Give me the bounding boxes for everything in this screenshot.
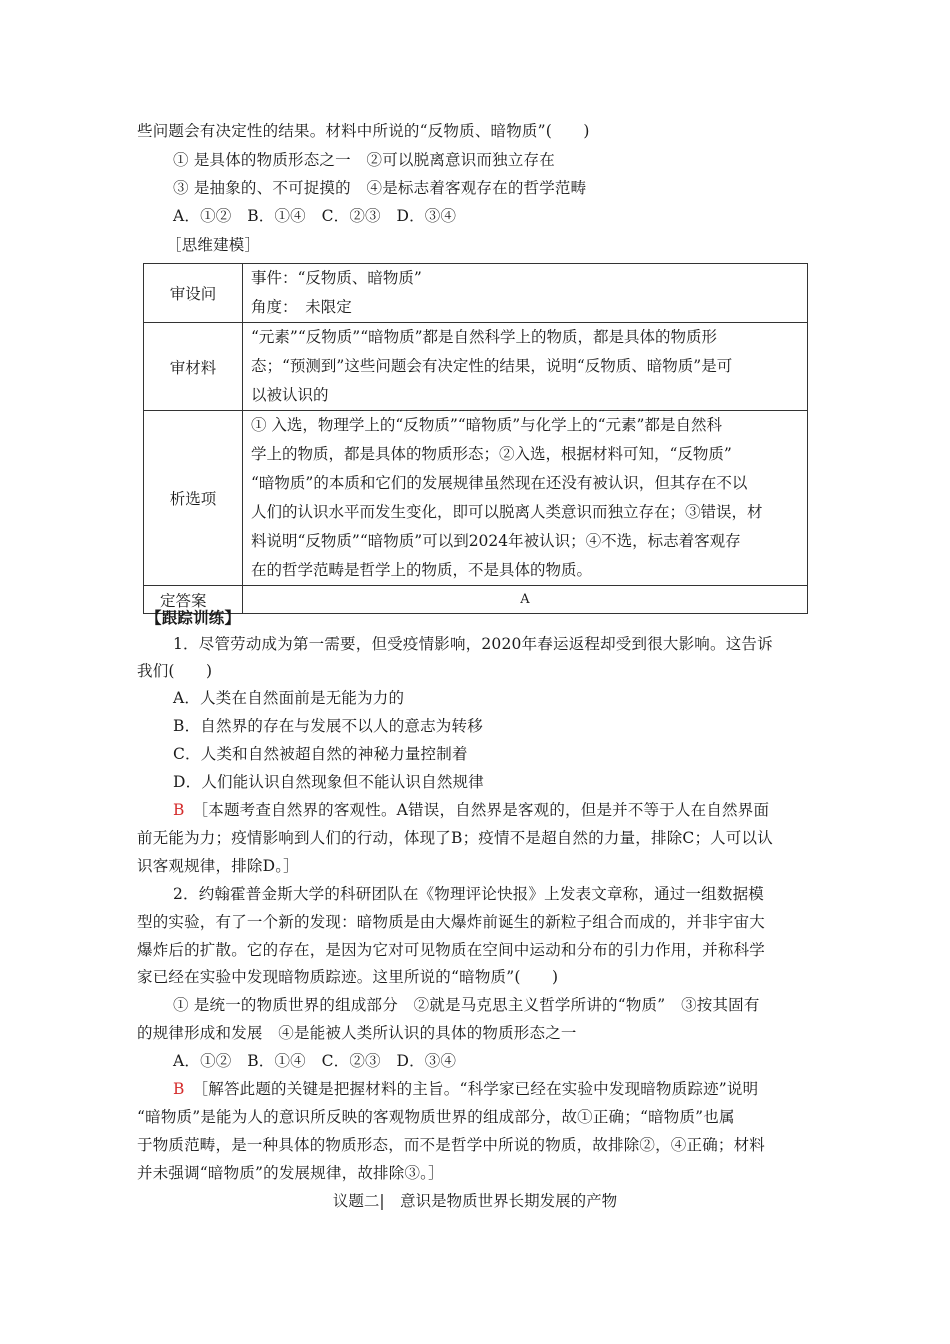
content-line: 人们的认识水平而发生变化，即可以脱离人类意识而独立存在；③错误，材 xyxy=(251,503,763,521)
row-content-options xyxy=(243,411,808,586)
content-line: 事件：“反物质、暗物质” xyxy=(251,269,422,287)
q2-explanation xyxy=(173,1079,849,1099)
content-line: 料说明“反物质”“暗物质”可以到2024年被认识；④不选，标志着客观存 xyxy=(251,532,741,550)
option-statements-1-2: ① 是具体的物质形态之一 ②可以脱离意识而独立存在 xyxy=(173,151,555,169)
q2-statements: ① 是统一的物质世界的组成部分 ②就是马克思主义哲学所讲的“物质” ③按其固有 xyxy=(173,996,760,1014)
table-row xyxy=(144,323,808,411)
row-header-answer: 定答案 xyxy=(144,586,243,614)
content-line: “暗物质”的本质和它们的发展规律虽然现在还没有被认识，但其存在不以 xyxy=(251,474,748,492)
q2-explanation-cont: “暗物质”是能为人的意识所反映的客观物质世界的组成部分，故①正确；“暗物质”也属 xyxy=(137,1108,735,1126)
q1-explanation-cont: 前无能为力；疫情影响到人们的行动，体现了B；疫情不是超自然的力量，排除C；人可以认 xyxy=(137,829,773,847)
q1-option-b: B．自然界的存在与发展不以人的意志为转移 xyxy=(173,717,483,735)
q1-stem-cont: 我们( ) xyxy=(137,662,213,680)
table-row xyxy=(144,411,808,586)
row-content-question xyxy=(243,264,808,323)
q2-statements-cont: 的规律形成和发展 ④是能被人类所认识的具体的物质形态之一 xyxy=(137,1024,577,1042)
q1-option-c: C．人类和自然被超自然的神秘力量控制着 xyxy=(173,745,468,763)
content-line: “元素”“反物质”“暗物质”都是自然科学上的物质，都是具体的物质形 xyxy=(251,328,718,346)
question-stem-tail: 些问题会有决定性的结果。材料中所说的“反物质、暗物质”( ) xyxy=(137,122,590,140)
q2-explanation-cont: 并未强调“暗物质”的发展规律，故排除③。］ xyxy=(137,1164,444,1182)
thinking-model-title: ［思维建模］ xyxy=(166,236,261,254)
q2-stem-cont: 型的实验，有了一个新的发现：暗物质是由大爆炸前诞生的新粒子组合而成的，并非宇宙大 xyxy=(137,913,766,931)
row-content-material xyxy=(243,323,808,411)
q1-explanation-cont: 识客观规律，排除D。］ xyxy=(137,857,299,875)
q2-stem-cont: 爆炸后的扩散。它的存在，是因为它对可见物质在空间中运动和分布的引力作用，并称科学 xyxy=(137,941,766,959)
section-heading: 议题二| 意识是物质世界长期发展的产物 xyxy=(332,1192,618,1210)
option-statements-3-4: ③ 是抽象的、不可捉摸的 ④是标志着客观存在的哲学范畴 xyxy=(173,179,587,197)
row-header-material: 审材料 xyxy=(144,323,243,411)
q1-explanation xyxy=(173,800,849,820)
row-header-options: 析选项 xyxy=(144,411,243,586)
row-header-question: 审设问 xyxy=(144,264,243,323)
row-content-answer: A xyxy=(243,586,808,614)
answer-choices: A．①② B．①④ C．②③ D．③④ xyxy=(173,207,457,225)
q2-stem-cont: 家已经在实验中发现暗物质踪迹。这里所说的“暗物质”( ) xyxy=(137,968,559,986)
practice-title: 【跟踪训练】 xyxy=(146,608,241,627)
explanation-text: ［解答此题的关键是把握材料的主旨。“科学家已经在实验中发现暗物质踪迹”说明 xyxy=(200,1080,759,1098)
content-line: 在的哲学范畴是哲学上的物质，不是具体的物质。 xyxy=(251,561,593,579)
table-row xyxy=(144,264,808,323)
content-line: 角度： 未限定 xyxy=(251,298,352,316)
q2-explanation-cont: 于物质范畴，是一种具体的物质形态，而不是哲学中所说的物质，故排除②，④正确；材料 xyxy=(137,1136,766,1154)
q1-option-d: D．人们能认识自然现象但不能认识自然规律 xyxy=(173,773,484,791)
q2-stem: 2．约翰霍普金斯大学的科研团队在《物理评论快报》上发表文章称，通过一组数据模 xyxy=(173,885,764,903)
q1-stem: 1．尽管劳动成为第一需要，但受疫情影响，2020年春运返程却受到很大影响。这告诉 xyxy=(173,635,773,653)
thinking-model-table xyxy=(143,263,808,614)
content-line: 学上的物质，都是具体的物质形态；②入选，根据材料可知，“反物质” xyxy=(251,445,732,463)
q2-answer-letter: B xyxy=(173,1080,185,1098)
content-line: 以被认识的 xyxy=(251,386,329,404)
q2-answer-choices: A．①② B．①④ C．②③ D．③④ xyxy=(173,1052,457,1070)
content-line: 态；“预测到”这些问题会有决定性的结果，说明“反物质、暗物质”是可 xyxy=(251,357,733,375)
explanation-text: ［本题考查自然界的客观性。A错误，自然界是客观的，但是并不等于人在自然界面 xyxy=(200,801,770,819)
q1-option-a: A．人类在自然面前是无能为力的 xyxy=(173,689,405,707)
q1-answer-letter: B xyxy=(173,801,185,819)
content-line: ① 入选，物理学上的“反物质”“暗物质”与化学上的“元素”都是自然科 xyxy=(251,416,722,434)
